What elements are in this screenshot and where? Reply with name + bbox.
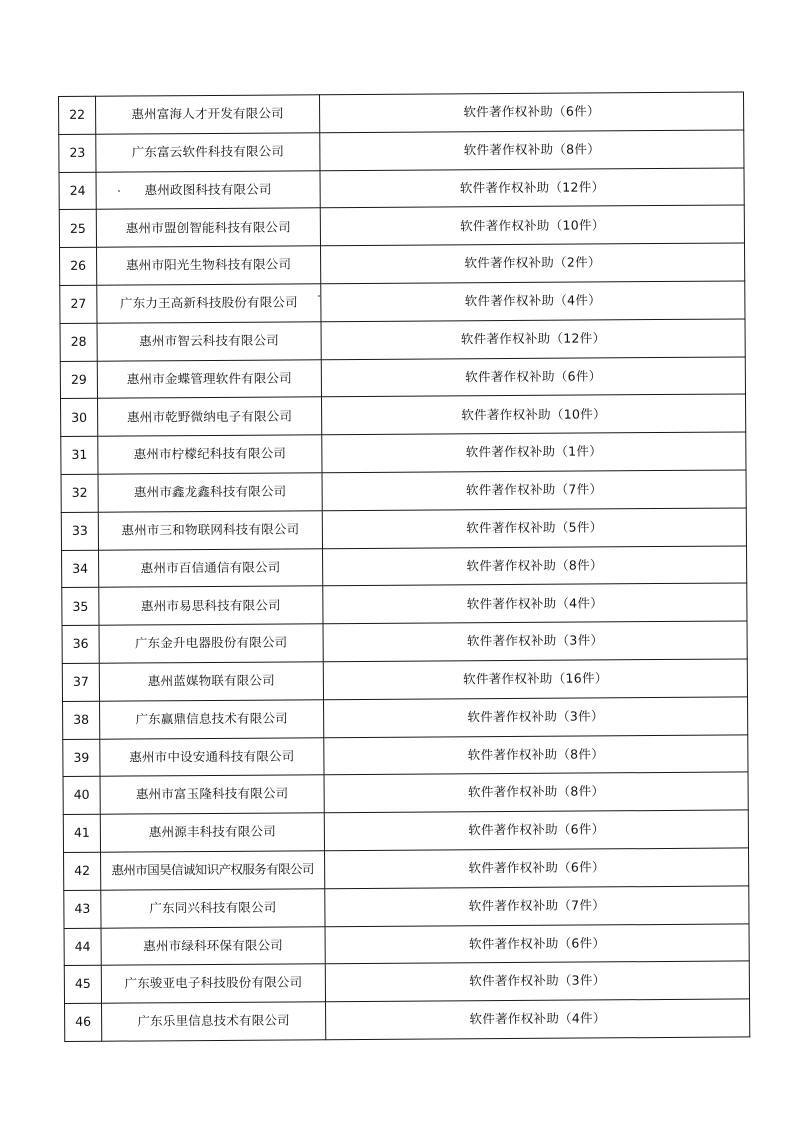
table-row: [59, 168, 744, 210]
subsidy-item: 软件著作权补助（3件）: [325, 961, 749, 1002]
table-row: [63, 697, 748, 739]
company-name: 广东富云软件科技有限公司: [96, 133, 320, 172]
row-number: 43: [64, 890, 101, 928]
row-number: 30: [61, 399, 98, 437]
subsidy-item: 软件著作权补助（4件）: [321, 281, 745, 322]
table-row: [61, 470, 746, 512]
company-name: 惠州市易思科技有限公司: [99, 586, 323, 625]
row-number: 41: [63, 814, 100, 852]
scan-speck: [318, 295, 320, 297]
row-number: 24: [59, 172, 96, 210]
company-name: 广东金升电器股份有限公司: [99, 624, 323, 663]
company-name: 惠州市智云科技有限公司: [97, 322, 321, 361]
table-row: [60, 319, 745, 361]
subsidy-item: 软件著作权补助（3件）: [324, 697, 748, 738]
table-row: [62, 621, 747, 663]
company-name: 惠州市中设安通科技有限公司: [100, 737, 324, 776]
company-name: 惠州市盟创智能科技有限公司: [96, 208, 320, 247]
table-row: [63, 772, 748, 814]
table-row: [59, 92, 744, 134]
company-name: 惠州政图科技有限公司: [96, 170, 320, 209]
row-number: 31: [61, 436, 98, 474]
subsidy-item: 软件著作权补助（7件）: [322, 470, 746, 511]
company-name: 惠州源丰科技有限公司: [100, 813, 324, 852]
subsidy-table: [58, 91, 750, 1041]
table-row: [60, 357, 745, 399]
company-name: 惠州市金蝶管理软件有限公司: [97, 359, 321, 398]
company-name: 广东力王高新科技股份有限公司: [97, 284, 321, 323]
subsidy-item: 软件著作权补助（10件）: [322, 394, 746, 435]
row-number: 44: [64, 928, 101, 966]
table-row: [65, 999, 750, 1041]
subsidy-item: 软件著作权补助（1件）: [322, 432, 746, 473]
company-name: 广东赢鼎信息技术有限公司: [100, 700, 324, 739]
subsidy-item: 软件著作权补助（10件）: [320, 205, 744, 246]
subsidy-item: 软件著作权补助（6件）: [325, 848, 749, 889]
subsidy-item: 软件著作权补助（6件）: [319, 92, 743, 133]
table-row: [63, 810, 748, 852]
company-name: 惠州市乾野微纳电子有限公司: [98, 397, 322, 436]
row-number: 45: [64, 966, 101, 1004]
row-number: 42: [64, 852, 101, 890]
subsidy-item: 软件著作权补助（6件）: [321, 357, 745, 398]
table-row: [62, 659, 747, 701]
subsidy-item: 软件著作权补助（8件）: [323, 546, 747, 587]
company-name: 惠州富海人才开发有限公司: [96, 95, 320, 134]
row-number: 25: [59, 210, 96, 248]
row-number: 35: [62, 588, 99, 626]
subsidy-item: 软件著作权补助（6件）: [324, 810, 748, 851]
subsidy-item: 软件著作权补助（8件）: [324, 772, 748, 813]
row-number: 26: [60, 247, 97, 285]
table-row: [62, 546, 747, 588]
company-name: 惠州市柠檬纪科技有限公司: [98, 435, 322, 474]
table-row: [60, 281, 745, 323]
subsidy-item: 软件著作权补助（8件）: [320, 130, 744, 171]
row-number: 38: [63, 701, 100, 739]
table-row: [64, 886, 749, 928]
company-name: 惠州市阳光生物科技有限公司: [97, 246, 321, 285]
company-name: 惠州市三和物联网科技有限公司: [98, 511, 322, 550]
row-number: 36: [62, 625, 99, 663]
company-name: 广东骏亚电子科技股份有限公司: [101, 964, 325, 1003]
row-number: 33: [61, 512, 98, 550]
company-name: 惠州市富玉隆科技有限公司: [100, 775, 324, 814]
row-number: 34: [62, 550, 99, 588]
table-row: [62, 583, 747, 625]
subsidy-item: 软件著作权补助（6件）: [325, 923, 749, 964]
subsidy-item: 软件著作权补助（7件）: [325, 886, 749, 927]
table-row: [63, 734, 748, 776]
table-row: [60, 243, 745, 285]
subsidy-item: 软件著作权补助（4件）: [323, 583, 747, 624]
scan-speck: [118, 190, 120, 192]
table-row: [61, 394, 746, 436]
row-number: 37: [62, 663, 99, 701]
subsidy-item: 软件著作权补助（12件）: [321, 319, 745, 360]
row-number: 23: [59, 134, 96, 172]
company-name: 惠州市鑫龙鑫科技有限公司: [98, 473, 322, 512]
row-number: 46: [65, 1003, 102, 1041]
table-row: [61, 432, 746, 474]
subsidy-item: 软件著作权补助（5件）: [322, 508, 746, 549]
row-number: 22: [59, 96, 96, 134]
subsidy-item: 软件著作权补助（12件）: [320, 168, 744, 209]
table-row: [64, 923, 749, 965]
table-body: [59, 92, 750, 1041]
company-name: 广东同兴科技有限公司: [101, 888, 325, 927]
table-row: [61, 508, 746, 550]
subsidy-item: 软件著作权补助（2件）: [321, 243, 745, 284]
row-number: 28: [60, 323, 97, 361]
company-name: 惠州市绿科环保有限公司: [101, 926, 325, 965]
row-number: 39: [63, 739, 100, 777]
subsidy-item: 软件著作权补助（16件）: [323, 659, 747, 700]
company-name: 惠州蓝媒物联有限公司: [99, 662, 323, 701]
company-name: 广东乐里信息技术有限公司: [102, 1002, 326, 1041]
company-name: 惠州市国昊信诚知识产权服务有限公司: [101, 851, 325, 890]
row-number: 40: [63, 777, 100, 815]
row-number: 32: [61, 474, 98, 512]
table-row: [59, 205, 744, 247]
row-number: 27: [60, 285, 97, 323]
table-row: [64, 961, 749, 1003]
table-row: [64, 848, 749, 890]
subsidy-item: 软件著作权补助（3件）: [323, 621, 747, 662]
table-row: [59, 130, 744, 172]
row-number: 29: [60, 361, 97, 399]
subsidy-item: 软件著作权补助（4件）: [326, 999, 750, 1040]
company-name: 惠州市百信通信有限公司: [99, 548, 323, 587]
subsidy-item: 软件著作权补助（8件）: [324, 734, 748, 775]
